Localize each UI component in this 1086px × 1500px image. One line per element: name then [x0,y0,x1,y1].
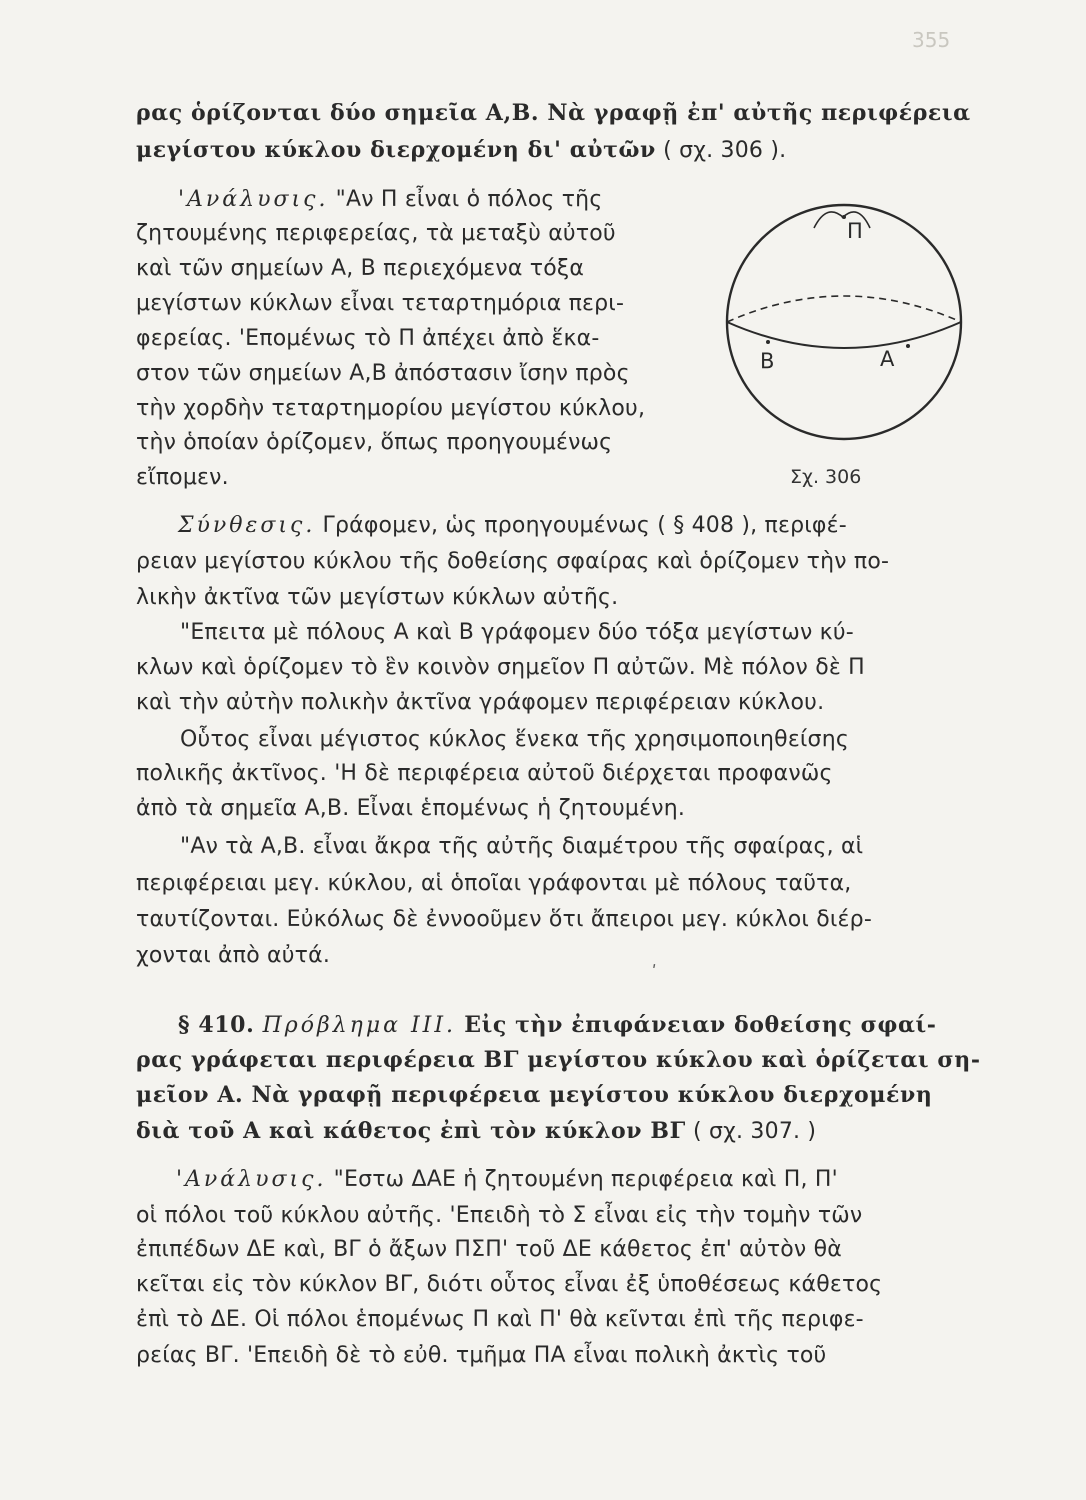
body-text: καὶ τῶν σημείων Α, Β περιεχόμενα τόξα [136,256,585,281]
bold-text: μεγίστου κύκλου διερχομένη δι' αὐτῶν [136,137,656,163]
great-circle-front-arc [727,322,961,348]
text-line [136,547,991,577]
body-text: καὶ τὴν αὐτὴν πολικὴν ἀκτῖνα γράφομεν περιφέρειαν κύκλου. [136,690,825,715]
bold-text: § 410. [178,1012,263,1038]
text-line [136,324,706,354]
text-line [180,832,1035,862]
text-line [136,463,706,493]
text-line [136,1080,991,1111]
body-text: μεγίστων κύκλων εἶναι τεταρτημόρια περι- [136,291,625,316]
body-text: "Επειτα μὲ πόλους Α καὶ Β γράφομεν δύο τόξα μεγίστων κύ- [180,620,854,645]
point-b [766,340,770,344]
bold-text: ρας ὁρίζονται δύο σημεῖα Α,Β. Νὰ γραφῇ ἐπ' αὐτῆς περιφέρεια [136,100,971,126]
text-line [136,794,991,824]
body-text: περιφέρειαι μεγ. κύκλου, αἱ ὁποῖαι γράφονται μὲ πόλους ταῦτα, [136,871,852,896]
body-text: εἴπομεν. [136,465,229,490]
text-line [178,1010,1033,1041]
text-line [136,394,706,424]
spaced-heading: Πρόβλημα ΙΙΙ. [262,1013,457,1038]
body-text: Οὗτος εἶναι μέγιστος κύκλος ἕνεκα τῆς χρησιμοποιηθείσης [180,727,849,752]
text-line [136,1045,991,1076]
bold-text: Εἰς τὴν ἐπιφάνειαν δοθείσης σφαί- [456,1012,937,1038]
sphere-outline [727,205,961,439]
pole-point [842,215,846,219]
text-line [136,1341,991,1371]
point-a [906,344,910,348]
body-text: ταυτίζονται. Εὐκόλως δὲ ἐννοοῦμεν ὅτι ἄπειροι μεγ. κύκλοι διέρ- [136,907,872,932]
text-line [136,905,991,935]
body-text: "Αν Π εἶναι ὁ πόλος τῆς [328,187,603,212]
label-pole: Π [847,219,863,243]
body-text: λικὴν ἀκτῖνα τῶν μεγίστων κύκλων αὐτῆς. [136,585,619,610]
text-line [136,289,706,319]
text-line [136,98,991,129]
body-text: τὴν χορδὴν τεταρτημορίου μεγίστου κύκλου, [136,396,646,421]
text-line [176,1165,1031,1195]
body-text: κλων καὶ ὁρίζομεν τὸ ἓν κοινὸν σημεῖον Π αὐτῶν. Μὲ πόλον δὲ Π [136,655,865,680]
figure-caption: Σχ. 306 [790,466,862,488]
text-line [136,359,706,389]
text-line [136,1201,991,1231]
text-line [178,511,1033,541]
spaced-heading: Σύνθεσις. [178,513,316,538]
body-text: ἀπὸ τὰ σημεῖα Α,Β. Εἶναι ἑπομένως ἡ ζητουμένη. [136,796,686,821]
bold-text: διὰ τοῦ Α καὶ κάθετος ἐπὶ τὸν κύκλον ΒΓ [136,1118,686,1144]
page-number: 355 [912,28,951,52]
body-text: τὴν ὁποίαν ὁρίζομεν, ὅπως προηγουμένως [136,430,613,455]
body-text: "Εστω ΔΑΕ ἡ ζητουμένη περιφέρεια καὶ Π, Π' [326,1167,838,1192]
text-line [136,688,991,718]
spaced-heading: 'Ανάλυσις. [178,187,329,212]
body-text: Γράφομεν, ὡς προηγουμένως ( § 408 ), περιφέ- [315,513,847,538]
text-line [136,653,991,683]
text-line [136,1116,991,1147]
body-text: ( σχ. 306 ). [655,138,787,163]
body-text: στον τῶν σημείων Α,Β ἀπόστασιν ἴσην πρὸς [136,361,630,386]
body-text: χονται ἀπὸ αὐτά. [136,943,331,968]
text-line [180,618,1035,648]
text-line [136,869,991,899]
figure-306 [712,188,974,493]
label-a: Α [880,347,895,371]
text-line [180,725,1035,755]
body-text: ἐπὶ τὸ ΔΕ. Οἱ πόλοι ἑπομένως Π καὶ Π' θὰ κεῖνται ἐπὶ τῆς περιφε- [136,1307,864,1332]
text-line [136,219,706,249]
text-line [136,254,706,284]
body-text: κεῖται εἰς τὸν κύκλον ΒΓ, διότι οὗτος εἶναι ἐξ ὑποθέσεως κάθετος [136,1272,883,1297]
body-text: ρείας ΒΓ. 'Επειδὴ δὲ τὸ εὐθ. τμῆμα ΠΑ εἶναι πολικὴ ἀκτὶς τοῦ [136,1343,827,1368]
stray-mark: ʹ [652,962,657,981]
text-line [136,583,991,613]
bold-text: μεῖον Α. Νὰ γραφῇ περιφέρεια μεγίστου κύκλου διερχομένη [136,1082,933,1108]
body-text: οἱ πόλοι τοῦ κύκλου αὐτῆς. 'Επειδὴ τὸ Σ εἶναι εἰς τὴν τομὴν τῶν [136,1203,863,1228]
body-text: φερείας. 'Επομένως τὸ Π ἀπέχει ἀπὸ ἕκα- [136,326,600,351]
text-line [178,185,748,215]
text-line [136,1270,991,1300]
sphere-diagram [712,188,974,450]
text-line [136,759,991,789]
text-line [136,1305,991,1335]
text-line [136,135,991,166]
body-text: ρειαν μεγίστου κύκλου τῆς δοθείσης σφαίρας καὶ ὁρίζομεν τὴν πο- [136,549,890,574]
body-text: ( σχ. 307. ) [685,1119,817,1144]
great-circle-back-arc [727,296,961,322]
body-text: πολικῆς ἀκτῖνος. 'Η δὲ περιφέρεια αὐτοῦ διέρχεται προφανῶς [136,761,833,786]
spaced-heading: 'Ανάλυσις. [176,1167,327,1192]
label-b: Β [760,349,775,373]
bold-text: ρας γράφεται περιφέρεια ΒΓ μεγίστου κύκλου καὶ ὁρίζεται ση- [136,1047,981,1073]
text-line [136,428,706,458]
body-text: ζητουμένης περιφερείας, τὰ μεταξὺ αὐτοῦ [136,221,616,246]
text-line [136,1235,991,1265]
body-text: ἐπιπέδων ΔΕ καὶ, ΒΓ ὁ ἄξων ΠΣΠ' τοῦ ΔΕ κάθετος ἐπ' αὐτὸν θὰ [136,1237,842,1262]
body-text: "Αν τὰ Α,Β. εἶναι ἄκρα τῆς αὐτῆς διαμέτρου τῆς σφαίρας, αἱ [180,834,864,859]
text-line [136,941,991,971]
